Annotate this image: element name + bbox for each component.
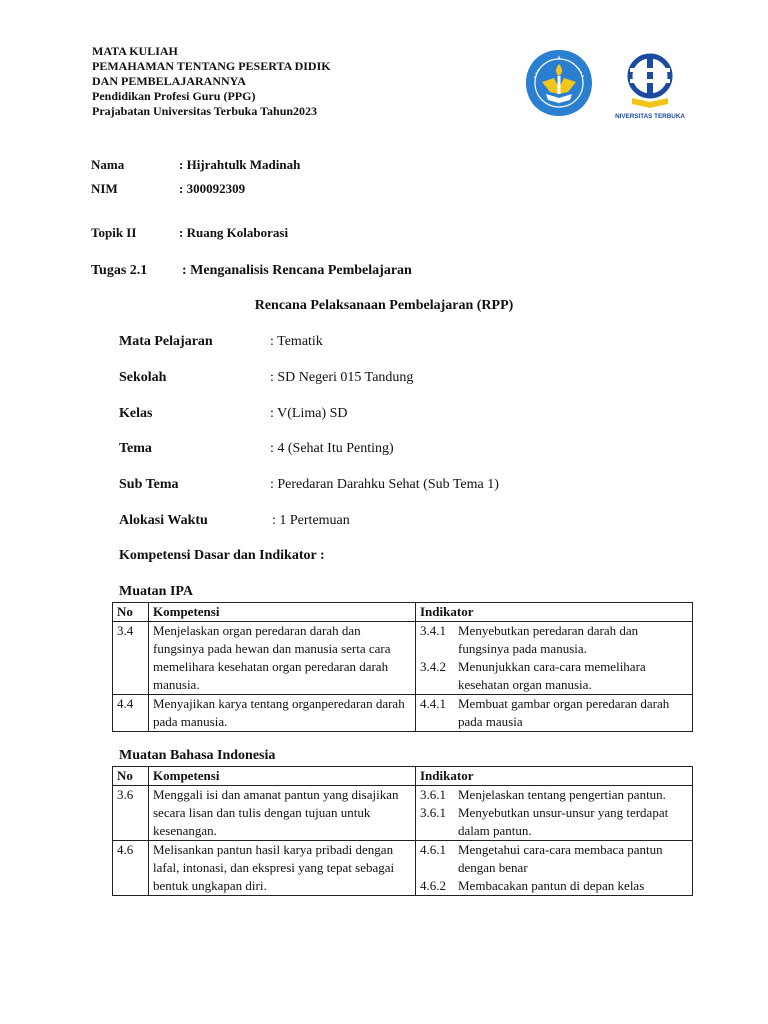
info-value: : 1 Pertemuan	[272, 513, 350, 528]
cell-kompetensi: Melisankan pantun hasil karya pribadi dengan lafal, intonasi, dan ekspresi yang tepat sebagai bentuk ungkapan diri.	[149, 841, 416, 896]
table-row	[113, 695, 693, 732]
header-line: Pendidikan Profesi Guru (PPG)	[92, 89, 256, 103]
info-value: : 4 (Sehat Itu Penting)	[270, 441, 394, 456]
cell-indikator	[416, 841, 693, 896]
cell-no: 4.6	[113, 841, 149, 896]
header-line: DAN PEMBELAJARANNYA	[92, 74, 246, 88]
table-row	[113, 841, 693, 896]
nama-value: : Hijrahtulk Madinah	[179, 157, 301, 172]
cell-kompetensi: Menggali isi dan amanat pantun yang disajikan secara lisan dan tulis dengan tujuan untuk kesenangan.	[149, 786, 416, 841]
cell-kompetensi: Menyajikan karya tentang organperedaran darah pada manusia.	[149, 695, 416, 732]
info-value: : SD Negeri 015 Tandung	[270, 370, 414, 385]
info-row	[119, 370, 414, 386]
nim-row	[91, 181, 246, 197]
indicator-number: 4.4.1	[420, 696, 446, 711]
info-value: : V(Lima) SD	[270, 406, 348, 421]
info-row	[119, 334, 323, 350]
indicator-text: Menyebutkan peredaran darah dan fungsinya pada manusia.	[458, 623, 639, 656]
indicator-item	[420, 877, 688, 895]
table-ipa	[112, 602, 693, 732]
indicator-text: Membacakan pantun di depan kelas	[458, 878, 645, 893]
indicator-number: 4.6.1	[420, 842, 446, 857]
indicator-number: 3.4.2	[420, 659, 446, 674]
indicator-item	[420, 658, 688, 694]
tugas-row	[91, 263, 412, 279]
header-line: MATA KULIAH	[92, 44, 178, 58]
nim-value: : 300092309	[179, 181, 246, 196]
cell-indikator	[416, 786, 693, 841]
cell-indikator	[416, 622, 693, 695]
info-row	[119, 513, 350, 529]
table-row	[113, 622, 693, 695]
indicator-item	[420, 695, 688, 731]
topik-row	[91, 225, 289, 241]
info-value: : Peredaran Darahku Sehat (Sub Tema 1)	[270, 477, 499, 492]
rpp-title: Rencana Pelaksanaan Pembelajaran (RPP)	[254, 298, 514, 313]
indicator-text: Mengetahui cara-cara membaca pantun dengan benar	[458, 842, 663, 875]
info-row	[119, 441, 394, 457]
nama-row	[91, 157, 301, 173]
tugas-label: Tugas 2.1	[91, 263, 148, 278]
topik-label: Topik II	[91, 225, 137, 240]
info-label: Sekolah	[119, 370, 167, 385]
indicator-item	[420, 841, 688, 877]
indicator-number: 3.6.1	[420, 805, 446, 820]
info-label: Kelas	[119, 406, 153, 421]
indicator-text: Menjelaskan tentang pengertian pantun.	[458, 787, 666, 802]
header-indikator: Indikator	[416, 767, 693, 786]
info-row	[119, 406, 348, 422]
table-bahasa-indonesia	[112, 766, 693, 896]
info-label: Tema	[119, 441, 152, 456]
universitas-terbuka-logo	[610, 46, 690, 126]
cell-indikator	[416, 695, 693, 732]
kd-heading: Kompetensi Dasar dan Indikator :	[119, 548, 325, 563]
table-header-row	[113, 767, 693, 786]
indicator-number: 3.4.1	[420, 623, 446, 638]
indicator-text: Menunjukkan cara-cara memelihara kesehatan organ manusia.	[458, 659, 646, 692]
topik-value: : Ruang Kolaborasi	[179, 225, 289, 240]
tut-wuri-handayani-logo	[524, 48, 594, 118]
header-kompetensi: Kompetensi	[149, 767, 416, 786]
cell-kompetensi: Menjelaskan organ peredaran darah dan fungsinya pada hewan dan manusia serta cara memelihara kesehatan organ peredaran darah manusia.	[149, 622, 416, 695]
table-header-row	[113, 603, 693, 622]
header-kompetensi: Kompetensi	[149, 603, 416, 622]
course-header	[92, 44, 331, 119]
section-title-bahasa: Muatan Bahasa Indonesia	[119, 748, 276, 763]
cell-no: 4.4	[113, 695, 149, 732]
cell-no: 3.4	[113, 622, 149, 695]
nama-label: Nama	[91, 157, 125, 172]
tugas-value: : Menganalisis Rencana Pembelajaran	[182, 263, 412, 278]
header-no: No	[113, 767, 149, 786]
indicator-text: Menyebutkan unsur-unsur yang terdapat dalam pantun.	[458, 805, 669, 838]
logos	[524, 46, 694, 128]
nim-label: NIM	[91, 181, 118, 196]
cell-no: 3.6	[113, 786, 149, 841]
info-row	[119, 477, 499, 493]
indicator-item	[420, 786, 688, 804]
header-indikator: Indikator	[416, 603, 693, 622]
indicator-item	[420, 804, 688, 840]
header-line: Prajabatan Universitas Terbuka Tahun2023	[92, 104, 318, 118]
table-row	[113, 786, 693, 841]
indicator-item	[420, 622, 688, 658]
indicator-number: 3.6.1	[420, 787, 446, 802]
info-label: Mata Pelajaran	[119, 334, 213, 349]
indicator-number: 4.6.2	[420, 878, 446, 893]
info-label: Alokasi Waktu	[119, 513, 208, 528]
info-label: Sub Tema	[119, 477, 179, 492]
indicator-text: Membuat gambar organ peredaran darah pada mausia	[458, 696, 670, 729]
section-title-ipa: Muatan IPA	[119, 584, 194, 599]
header-no: No	[113, 603, 149, 622]
info-value: : Tematik	[270, 334, 323, 349]
header-line: PEMAHAMAN TENTANG PESERTA DIDIK	[92, 59, 331, 73]
logo-ut-text: NIVERSITAS TERBUKA	[615, 113, 685, 120]
